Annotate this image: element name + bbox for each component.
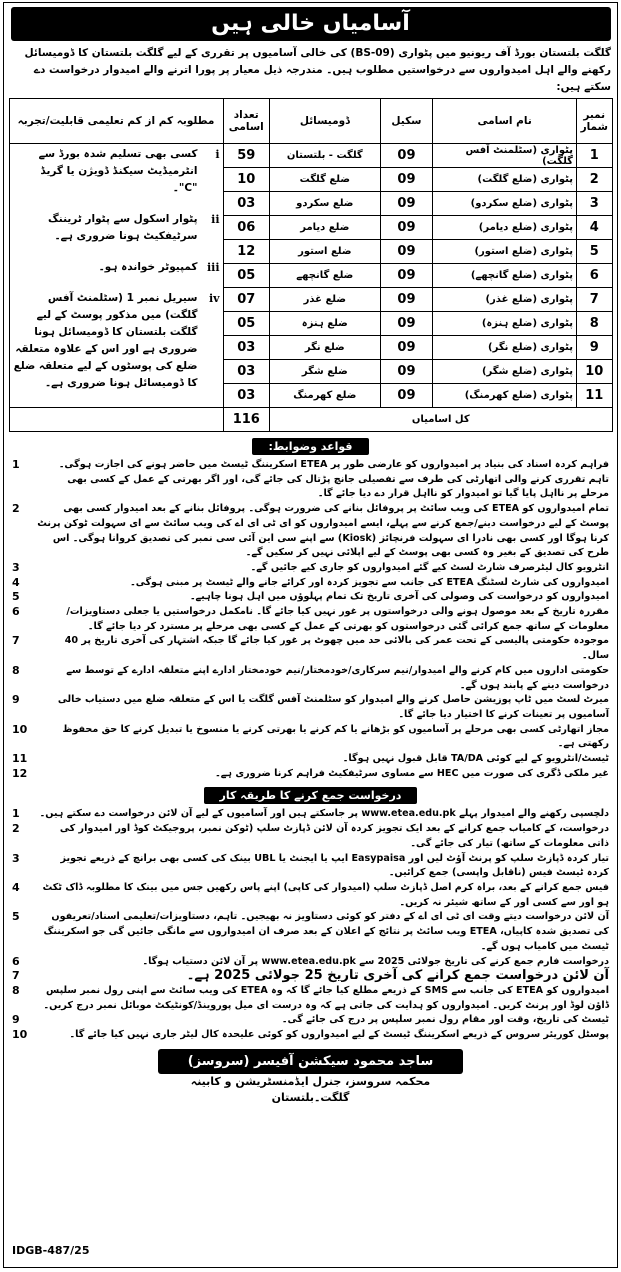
rule-number: 7 bbox=[12, 634, 20, 648]
rule-item bbox=[12, 752, 609, 767]
rule-text: میرٹ لسٹ میں ٹاپ پوزیشن حاصل کرنے والے امیدوار کو سٹلمنٹ آفس گلگت یا اس کے متعلقہ ضلع میں دستیاب خالی آسامیوں پر تعینات کرنے کا اختیار دیا جائے گا۔ bbox=[57, 694, 609, 720]
method-text: فیس جمع کرانے کے بعد، براہ کرم اصل ڈپازٹ سلپ (امیدوار کی کاپی) اپنے پاس رکھیں جس میں بینک کا مطلوبہ ڈاک ٹکٹ ہو اور سے کسی اور کے ساتھ شیئر نہ کریں۔ bbox=[42, 881, 609, 908]
method-number: 1 bbox=[12, 807, 20, 821]
rule-number: 6 bbox=[12, 605, 20, 619]
method-list bbox=[4, 807, 617, 1042]
cell-name: پٹواری (ضلع کھرمنگ) bbox=[433, 384, 577, 408]
rule-item bbox=[12, 502, 609, 561]
rule-number: 10 bbox=[12, 722, 28, 736]
rule-item bbox=[12, 767, 609, 782]
table-header-row bbox=[9, 99, 612, 144]
method-text: درخواست فارم جمع کرنے کی تاریخ جولائی 2025 سے www.etea.edu.pk پر آن لائن دستیاب ہوگا۔ bbox=[142, 955, 609, 967]
method-number: 8 bbox=[12, 983, 20, 997]
cell-count: 59 bbox=[223, 144, 270, 168]
rules-title: قواعد وضوابط: bbox=[252, 438, 368, 455]
method-number: 4 bbox=[12, 880, 20, 894]
rule-number: 11 bbox=[12, 752, 28, 766]
cell-name: پٹواری (ضلع گانچھے) bbox=[433, 264, 577, 288]
cell-sno: 8 bbox=[576, 312, 612, 336]
posts-table bbox=[9, 98, 613, 432]
method-text-deadline: آن لائن درخواست جمع کرانے کی آخری تاریخ 25 جولائی 2025 ہے۔ bbox=[186, 968, 609, 984]
cell-count: 10 bbox=[223, 168, 270, 192]
vacancies-banner: آسامیاں خالی ہیں bbox=[11, 7, 611, 41]
rule-item bbox=[12, 458, 609, 502]
cell-sno: 2 bbox=[576, 168, 612, 192]
cell-scale: 09 bbox=[380, 144, 433, 168]
qualification-number: ii bbox=[211, 213, 220, 226]
qualification-text: سیریل نمبر 1 (سٹلمنٹ آفس گلگت) میں مذکور پوسٹ کے لیے گلگت بلتستان کا ڈومیسائل ہونا ضروری ہے اور اس کے علاوہ متعلقہ ضلع کی پوسٹوں کے لیے متعلقہ ضلع کا ڈومیسائل ہونا ضروری ہے۔ bbox=[13, 292, 198, 389]
rule-number: 3 bbox=[12, 560, 20, 574]
cell-count: 03 bbox=[223, 192, 270, 216]
rule-item bbox=[12, 634, 609, 663]
cell-sno: 10 bbox=[576, 360, 612, 384]
method-item bbox=[12, 984, 609, 1013]
method-item bbox=[12, 1028, 609, 1043]
header-name: نام اسامی bbox=[433, 99, 577, 144]
cell-count: 03 bbox=[223, 360, 270, 384]
cell-name: پٹواری (ضلع شگر) bbox=[433, 360, 577, 384]
cell-name: پٹواری (ضلع استور) bbox=[433, 240, 577, 264]
cell-scale: 09 bbox=[380, 288, 433, 312]
rule-number: 5 bbox=[12, 590, 20, 604]
signature-block bbox=[4, 1049, 617, 1106]
cell-domicile: ضلع کھرمنگ bbox=[270, 384, 381, 408]
qualification-number: i bbox=[215, 148, 220, 161]
method-number: 2 bbox=[12, 822, 20, 836]
total-value: 116 bbox=[223, 408, 270, 432]
cell-name: پٹواری (ضلع دیامر) bbox=[433, 216, 577, 240]
method-number: 3 bbox=[12, 851, 20, 865]
header-domicile: ڈومیسائل bbox=[270, 99, 381, 144]
method-text: ٹیسٹ کی تاریخ، وقت اور مقام رول نمبر سلپس پر درج کی جائے گی۔ bbox=[281, 1014, 609, 1026]
cell-domicile: ضلع نگر bbox=[270, 336, 381, 360]
rule-text: مقررہ تاریخ کے بعد موصول ہونے والی درخواستوں پر غور نہیں کیا جائے گا۔ نامکمل درخواستیں یا جعلی دستاویزات/معلومات کے ساتھ جمع کرائی گئی درخواستوں کو بھرتی کے عمل کے کسی بھی مرحلے پر مسترد کر دیا جائے گا۔ bbox=[66, 606, 609, 632]
rule-item bbox=[12, 605, 609, 634]
method-text: پوسٹل کوریئر سروس کے ذریعے اسکریننگ ٹیسٹ کے لیے امیدواروں کو کوئی علیحدہ کال لیٹر جاری نہیں کیا جائے گا۔ bbox=[69, 1029, 609, 1041]
qualification-text: کمپیوٹر خواندہ ہو۔ bbox=[98, 261, 198, 273]
rule-item bbox=[12, 693, 609, 722]
rule-number: 1 bbox=[12, 458, 20, 471]
rules-list bbox=[4, 458, 617, 781]
rules-heading bbox=[4, 435, 617, 455]
qualification-item bbox=[13, 211, 220, 245]
rule-number: 2 bbox=[12, 502, 20, 516]
rule-text: ٹیسٹ/انٹرویو کے لیے کوئی TA/DA قابل قبول نہیں ہوگا۔ bbox=[342, 753, 609, 765]
method-item bbox=[12, 822, 609, 851]
cell-count: 07 bbox=[223, 288, 270, 312]
header-scale: سکیل bbox=[380, 99, 433, 144]
rule-number: 4 bbox=[12, 575, 20, 589]
cell-scale: 09 bbox=[380, 360, 433, 384]
qualification-item bbox=[13, 146, 220, 197]
rule-item bbox=[12, 664, 609, 693]
rule-text: مجاز اتھارٹی کسی بھی مرحلے پر آسامیوں کو بڑھانے یا کم کرنے یا بھرتی کرنے یا منسوخ یا تبدیل کرنے کا حق محفوظ رکھتی ہے۔ bbox=[62, 723, 609, 750]
cell-sno: 4 bbox=[576, 216, 612, 240]
qualification-text: کسی بھی تسلیم شدہ بورڈ سے انٹرمیڈیٹ سیکنڈ ڈویژن یا گریڈ "C"۔ bbox=[38, 148, 198, 194]
qualification-item bbox=[13, 259, 220, 276]
method-number: 10 bbox=[12, 1028, 28, 1042]
method-text: آن لائن درخواست دیتے وقت ای ٹی ای اے کے دفتر کو کوئی دستاویز نہ بھیجیں۔ تاہم، دستاویزات/تعلیمی اسناد/تعریفوں کی تصدیق شدہ کاپیاں، ETEA ویب سائٹ پر نتائج کے اعلان کے بعد صرف ان امیدواروں سے مانگی جائیں گی جو اسکریننگ ٹیسٹ میں کامیاب ہوں گے۔ bbox=[43, 911, 609, 952]
method-text: امیدواروں کو ETEA کی جانب سے SMS کے ذریعے مطلع کیا جائے گا کہ وہ ETEA کی ویب سائٹ سے اپنی رول نمبر سلپس ڈاؤن لوڈ اور پرنٹ کریں۔ امیدواروں کو ہدایت کی جاتی ہے کہ وہ درست ای میل پوروینڈ/کونٹیکٹ موبائل نمبر درج کریں۔ bbox=[43, 984, 609, 1011]
cell-count: 05 bbox=[223, 264, 270, 288]
method-item bbox=[12, 852, 609, 881]
cell-scale: 09 bbox=[380, 216, 433, 240]
cell-scale: 09 bbox=[380, 168, 433, 192]
cell-name: پٹواری (ضلع نگر) bbox=[433, 336, 577, 360]
cell-name: پٹواری (ضلع غذر) bbox=[433, 288, 577, 312]
cell-domicile: ضلع گلگت bbox=[270, 168, 381, 192]
intro-paragraph: گلگت بلتستان بورڈ آف ریونیو میں پٹواری (BS-09) کی خالی آسامیوں پر تقرری کے لیے گلگت بلتستان کا ڈومیسائل رکھنے والے اہل امیدواروں سے درخواستیں مطلوب ہیں۔ مندرجہ ذیل معیار پر پورا اترنے والے امیدوار درخواست دے سکتے ہیں: bbox=[24, 47, 611, 93]
cell-sno: 3 bbox=[576, 192, 612, 216]
cell-domicile: ضلع استور bbox=[270, 240, 381, 264]
method-number: 6 bbox=[12, 954, 20, 968]
qualification-item bbox=[13, 290, 220, 392]
qualification-number: iv bbox=[208, 292, 220, 305]
rule-item bbox=[12, 723, 609, 752]
header-sno: نمبر شمار bbox=[576, 99, 612, 144]
rule-text: حکومتی اداروں میں کام کرنے والے امیدوار/نیم سرکاری/خودمختار/نیم خودمختار ادارے اپنے متعلقہ ادارے کے توسط سے درخواست دینے کے پابند ہوں گے۔ bbox=[66, 664, 609, 691]
rule-number: 12 bbox=[12, 766, 28, 780]
cell-sno: 7 bbox=[576, 288, 612, 312]
total-row bbox=[9, 408, 612, 432]
cell-name: پٹواری (ضلع گلگت) bbox=[433, 168, 577, 192]
cell-count: 03 bbox=[223, 384, 270, 408]
rule-item bbox=[12, 590, 609, 605]
cell-scale: 09 bbox=[380, 240, 433, 264]
method-item bbox=[12, 955, 609, 970]
cell-scale: 09 bbox=[380, 312, 433, 336]
cell-domicile: گلگت - بلتستان bbox=[270, 144, 381, 168]
cell-domicile: ضلع دیامر bbox=[270, 216, 381, 240]
method-text: تیار کردہ ڈپازٹ سلپ کو پرنٹ آؤٹ لیں اور Easypaisa ایپ یا ایجنٹ یا UBL بینک کی کسی بھی برانچ کے ذریعے تجویز کردہ ٹیسٹ فیس (ناقابل واپسی) جمع کرائیں۔ bbox=[60, 852, 609, 879]
rule-text: موجودہ حکومتی پالیسی کے تحت عمر کی بالائی حد میں چھوٹ پر غور کیا جائے گا جبکہ اشتہار کی آخری تاریخ پر 40 سال۔ bbox=[64, 635, 609, 662]
method-item bbox=[12, 969, 609, 984]
cell-count: 03 bbox=[223, 336, 270, 360]
cell-name: پٹواری (ضلع سکردو) bbox=[433, 192, 577, 216]
cell-domicile: ضلع سکردو bbox=[270, 192, 381, 216]
qualification-number: iii bbox=[206, 261, 220, 274]
rule-number: 8 bbox=[12, 663, 20, 677]
cell-sno: 1 bbox=[576, 144, 612, 168]
method-heading bbox=[4, 784, 617, 804]
reference-number: IDGB-487/25 bbox=[12, 1244, 90, 1257]
method-item bbox=[12, 881, 609, 910]
rule-text: غیر ملکی ڈگری کی صورت میں HEC سے مساوی سرٹیفکیٹ فراہم کرنا ضروری ہے۔ bbox=[215, 767, 609, 779]
rule-text: تمام امیدواروں کو ETEA کی ویب سائٹ پر پروفائل بنانے کی ضرورت ہوگی۔ پروفائل بنانے کے بعد امیدوار کسی بھی پوسٹ کے لیے درخواست دینے/جمع کرنے سے پہلے، ایسے امیدواروں کو ای ٹی ای اے کی ویب سائٹ سے ای سہولت ٹوکن پرنٹ کرنا ہوگا اور کسی بھی نادرا ای سہولت فرنچائز (Kiosk) سے اپنے سی این آئی سی نمبر کی تصدیق کروانا ہوگی۔ اس طرح کی تصدیق کے بغیر وہ کسی بھی پوسٹ کے لیے اپلائی نہیں کر سکیں گے۔ bbox=[37, 503, 609, 559]
officer-name: ساجد محمود سیکشن آفیسر (سروسز) bbox=[158, 1049, 463, 1074]
cell-sno: 6 bbox=[576, 264, 612, 288]
table-row bbox=[9, 144, 612, 168]
office-place: گلگت۔بلتستان bbox=[271, 1090, 350, 1104]
cell-domicile: ضلع شگر bbox=[270, 360, 381, 384]
method-text: درخواست، کے کامیاب جمع کرانے کے بعد ایک تجویز کردہ آن لائن ڈپازٹ سلپ (ٹوکن نمبر، پروجیکٹ کوڈ اور امیدوار کی ذاتی معلومات کے ساتھ) تیار کی جائے گی۔ bbox=[59, 823, 609, 849]
cell-name: پٹواری (سٹلمنٹ آفس گلگت) bbox=[433, 144, 577, 168]
method-number: 7 bbox=[12, 969, 20, 983]
cell-sno: 11 bbox=[576, 384, 612, 408]
cell-sno: 5 bbox=[576, 240, 612, 264]
cell-domicile: ضلع ہنزہ bbox=[270, 312, 381, 336]
method-item bbox=[12, 1013, 609, 1028]
rule-text: فراہم کردہ اسناد کی بنیاد پر امیدواروں کو عارضی طور پر ETEA اسکریننگ ٹیسٹ میں حاضر ہونے کی اجازت ہوگی۔ تاہم تقرری کرنے والی اتھارٹی کی طرف سے تفصیلی جانچ پڑتال کی جائے گی، اور اگر بھرتی کے عمل کے کسی بھی مرحلے پر نااہل پایا گیا تو امیدوار کو نااہل قرار دے دیا جائے گا۔ bbox=[58, 459, 609, 500]
qualification-text: پٹوار اسکول سے پٹوار ٹریننگ سرٹیفکیٹ ہونا ضروری ہے۔ bbox=[48, 213, 198, 242]
cell-domicile: ضلع گانچھے bbox=[270, 264, 381, 288]
cell-scale: 09 bbox=[380, 336, 433, 360]
method-number: 9 bbox=[12, 1013, 20, 1027]
cell-name: پٹواری (ضلع ہنزہ) bbox=[433, 312, 577, 336]
cell-domicile: ضلع غذر bbox=[270, 288, 381, 312]
header-qualification: مطلوبہ کم از کم تعلیمی قابلیت/تجربہ bbox=[9, 99, 223, 144]
cell-count: 06 bbox=[223, 216, 270, 240]
department-name: محکمہ سروسز، جنرل ایڈمنسٹریشن و کابینہ bbox=[190, 1074, 431, 1088]
header-count: تعداد اسامی bbox=[223, 99, 270, 144]
qualification-cell bbox=[9, 144, 223, 408]
rule-text: انٹرویو کال لیٹرصرف شارٹ لسٹ کیے گئے امیدواروں کو جاری کیے جائیں گے۔ bbox=[250, 561, 609, 573]
cell-scale: 09 bbox=[380, 264, 433, 288]
cell-count: 12 bbox=[223, 240, 270, 264]
method-number: 5 bbox=[12, 910, 20, 924]
rule-item bbox=[12, 561, 609, 576]
advertisement-page bbox=[3, 2, 618, 1268]
rule-number: 9 bbox=[12, 693, 20, 707]
method-item bbox=[12, 807, 609, 822]
cell-sno: 9 bbox=[576, 336, 612, 360]
total-empty-cell bbox=[9, 408, 223, 432]
method-text: دلچسپی رکھنے والے امیدوار پہلے www.etea.edu.pk پر جاسکتے ہیں اور آسامیوں کے لیے آن لائن درخواست دے سکتے ہیں۔ bbox=[39, 808, 609, 820]
method-title: درخواست جمع کرنے کا طریقہ کار bbox=[204, 787, 418, 804]
rule-text: امیدواروں کی شارٹ لسٹنگ ETEA کی جانب سے تجویز کردہ اور کرائے جانے والے ٹیسٹ پر مبنی ہوگی۔ bbox=[130, 576, 609, 588]
rule-text: امیدواروں کو درخواست کی وصولی کی آخری تاریخ تک تمام پہلوؤں میں اہل ہونا چاہیے۔ bbox=[189, 591, 609, 603]
cell-count: 05 bbox=[223, 312, 270, 336]
method-item bbox=[12, 910, 609, 954]
rule-item bbox=[12, 576, 609, 591]
cell-scale: 09 bbox=[380, 192, 433, 216]
total-label: کل اسامیاں bbox=[270, 408, 612, 432]
cell-scale: 09 bbox=[380, 384, 433, 408]
